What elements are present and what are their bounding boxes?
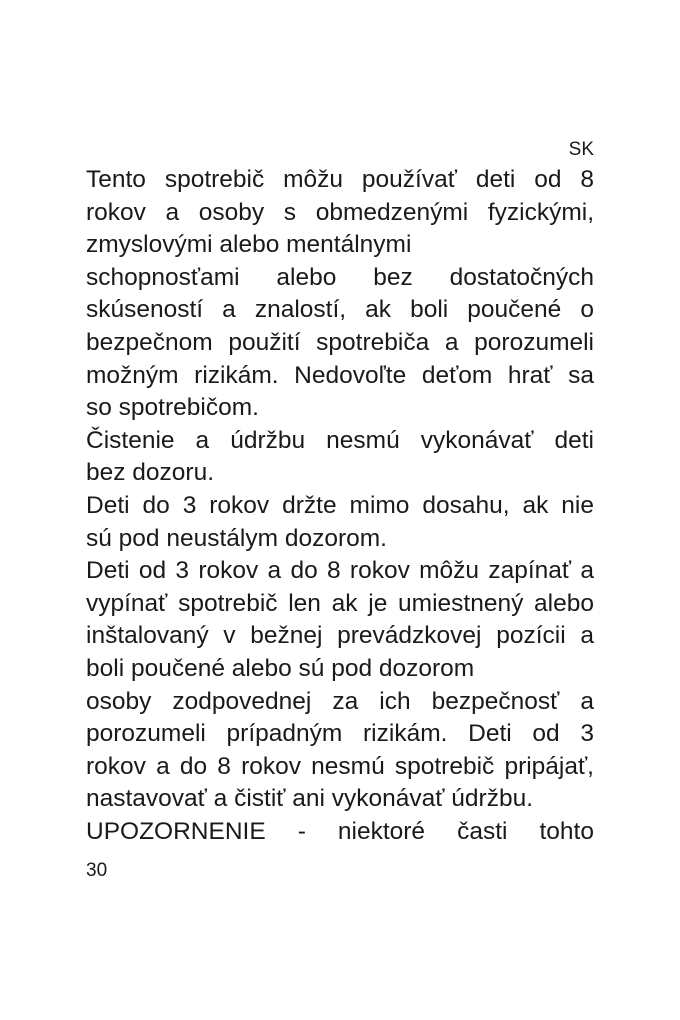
text-line: Čistenie a údržbu nesmú vykonávať deti [86, 426, 594, 454]
language-code: SK [568, 139, 594, 160]
text-line: rokov a do 8 rokov nesmú spotrebič pripájať, [86, 752, 594, 780]
text-line: Deti do 3 rokov držte mimo dosahu, ak nie [86, 491, 594, 519]
text-line: bez dozoru. [86, 459, 215, 487]
text-line: schopnosťami alebo bez dostatočných [86, 263, 594, 291]
text-line: Deti od 3 rokov a do 8 rokov môžu zapínať a [86, 557, 594, 585]
text-line: so spotrebičom. [86, 394, 259, 422]
text-line: vypínať spotrebič len ak je umiestnený alebo [86, 589, 594, 617]
text-line: rokov a osoby s obmedzenými fyzickými, [86, 198, 594, 226]
text-line: UPOZORNENIE - niektoré časti tohto [86, 817, 594, 845]
page-number: 30 [86, 860, 108, 881]
text-line: boli poučené alebo sú pod dozorom [86, 654, 475, 682]
text-line: porozumeli prípadným rizikám. Deti od 3 [86, 720, 594, 748]
text-line: skúseností a znalostí, ak boli poučené o [86, 296, 594, 324]
text-line: osoby zodpovednej za ich bezpečnosť a [86, 687, 594, 715]
text-line: inštalovaný v bežnej prevádzkovej pozícii a [86, 622, 594, 650]
text-line: Tento spotrebič môžu používať deti od 8 [86, 166, 594, 193]
text-line: možným rizikám. Nedovoľte deťom hrať sa [86, 361, 594, 389]
text-line: bezpečnom použití spotrebiča a porozumeli [86, 328, 594, 356]
text-line: nastavovať a čistiť ani vykonávať údržbu. [86, 785, 534, 813]
safety-text-block [86, 164, 594, 848]
text-line: sú pod neustálym dozorom. [86, 524, 387, 552]
text-line: zmyslovými alebo mentálnymi [86, 231, 412, 259]
